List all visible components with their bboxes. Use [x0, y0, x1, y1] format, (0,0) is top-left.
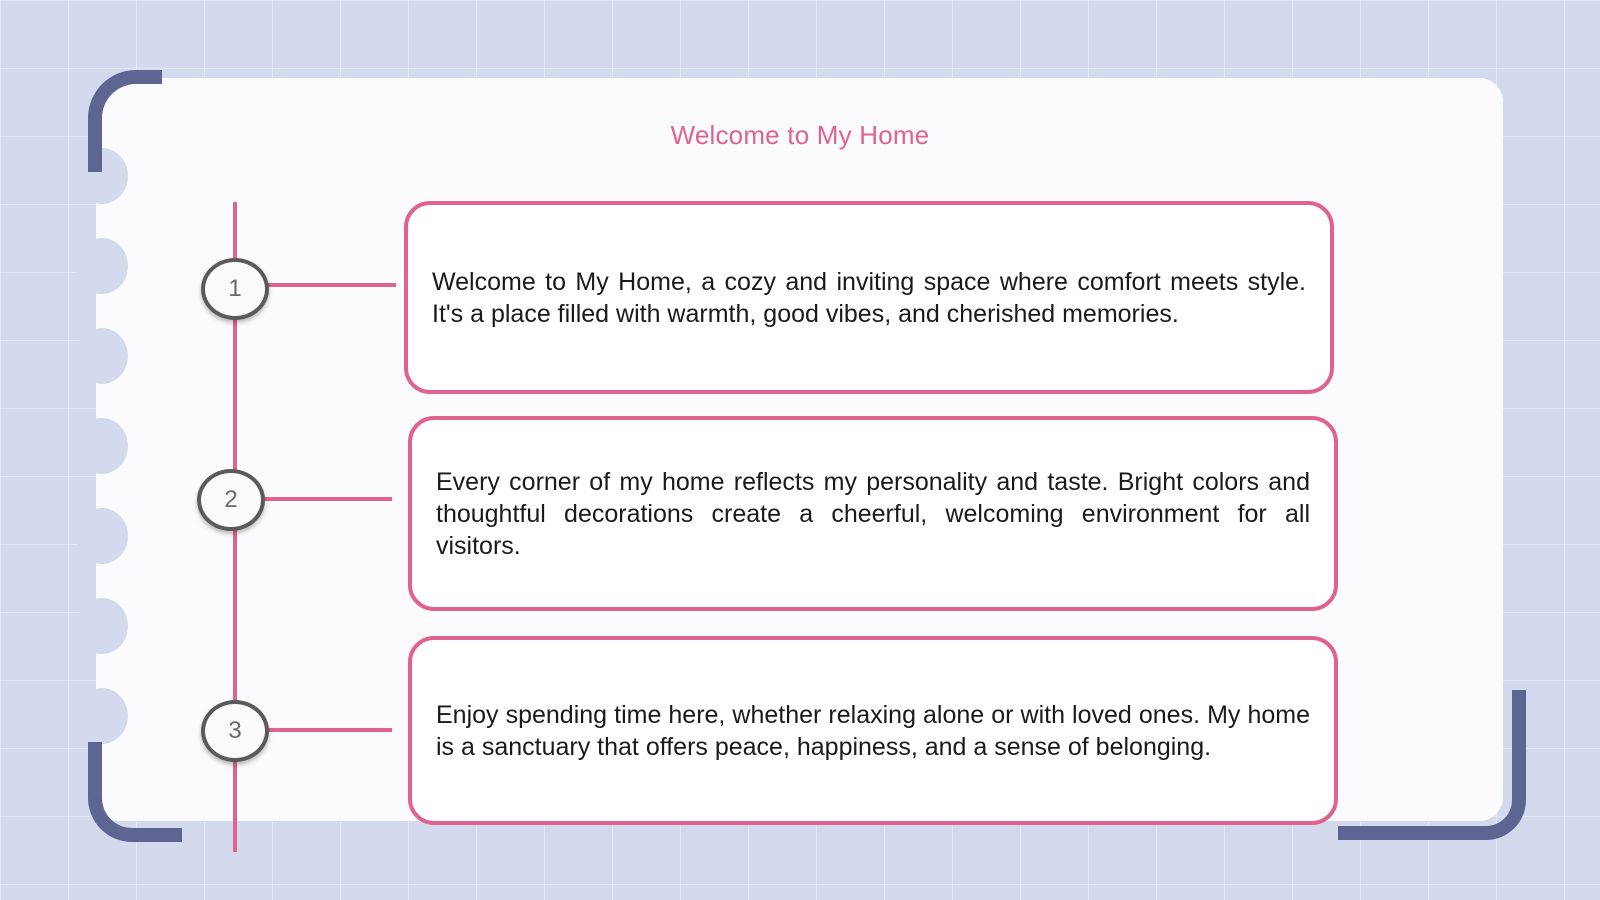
timeline-card-text: Every corner of my home reflects my personality and taste. Bright colors and thoughtful decorations create a cheerful, welcoming environment for all visitors.	[436, 467, 1310, 560]
binding-hole	[76, 598, 128, 654]
corner-bracket-bottom-right	[1338, 690, 1526, 840]
page-title: Welcome to My Home	[670, 120, 930, 150]
binding-hole	[76, 688, 128, 744]
timeline-card-3	[408, 636, 1338, 825]
timeline-connector	[262, 497, 392, 501]
step-number-2: 2	[197, 469, 265, 531]
binding-hole	[76, 238, 128, 294]
binding-hole	[76, 508, 128, 564]
step-number-3: 3	[201, 700, 269, 762]
timeline-card-1	[404, 201, 1334, 394]
corner-bracket-top-left	[88, 70, 162, 172]
timeline-connector	[262, 728, 392, 732]
binding-hole	[76, 418, 128, 474]
binding-hole	[76, 328, 128, 384]
step-number-1: 1	[201, 258, 269, 320]
corner-bracket-bottom-left	[88, 742, 182, 842]
timeline-card-2	[408, 416, 1338, 611]
timeline-card-text: Enjoy spending time here, whether relaxing alone or with loved ones. My home is a sanctuary that offers peace, happiness, and a sense of belonging.	[436, 700, 1310, 761]
timeline-card-text: Welcome to My Home, a cozy and inviting space where comfort meets style. It's a place filled with warmth, good vibes, and cherished memories.	[432, 267, 1306, 328]
timeline-connector	[262, 283, 396, 287]
